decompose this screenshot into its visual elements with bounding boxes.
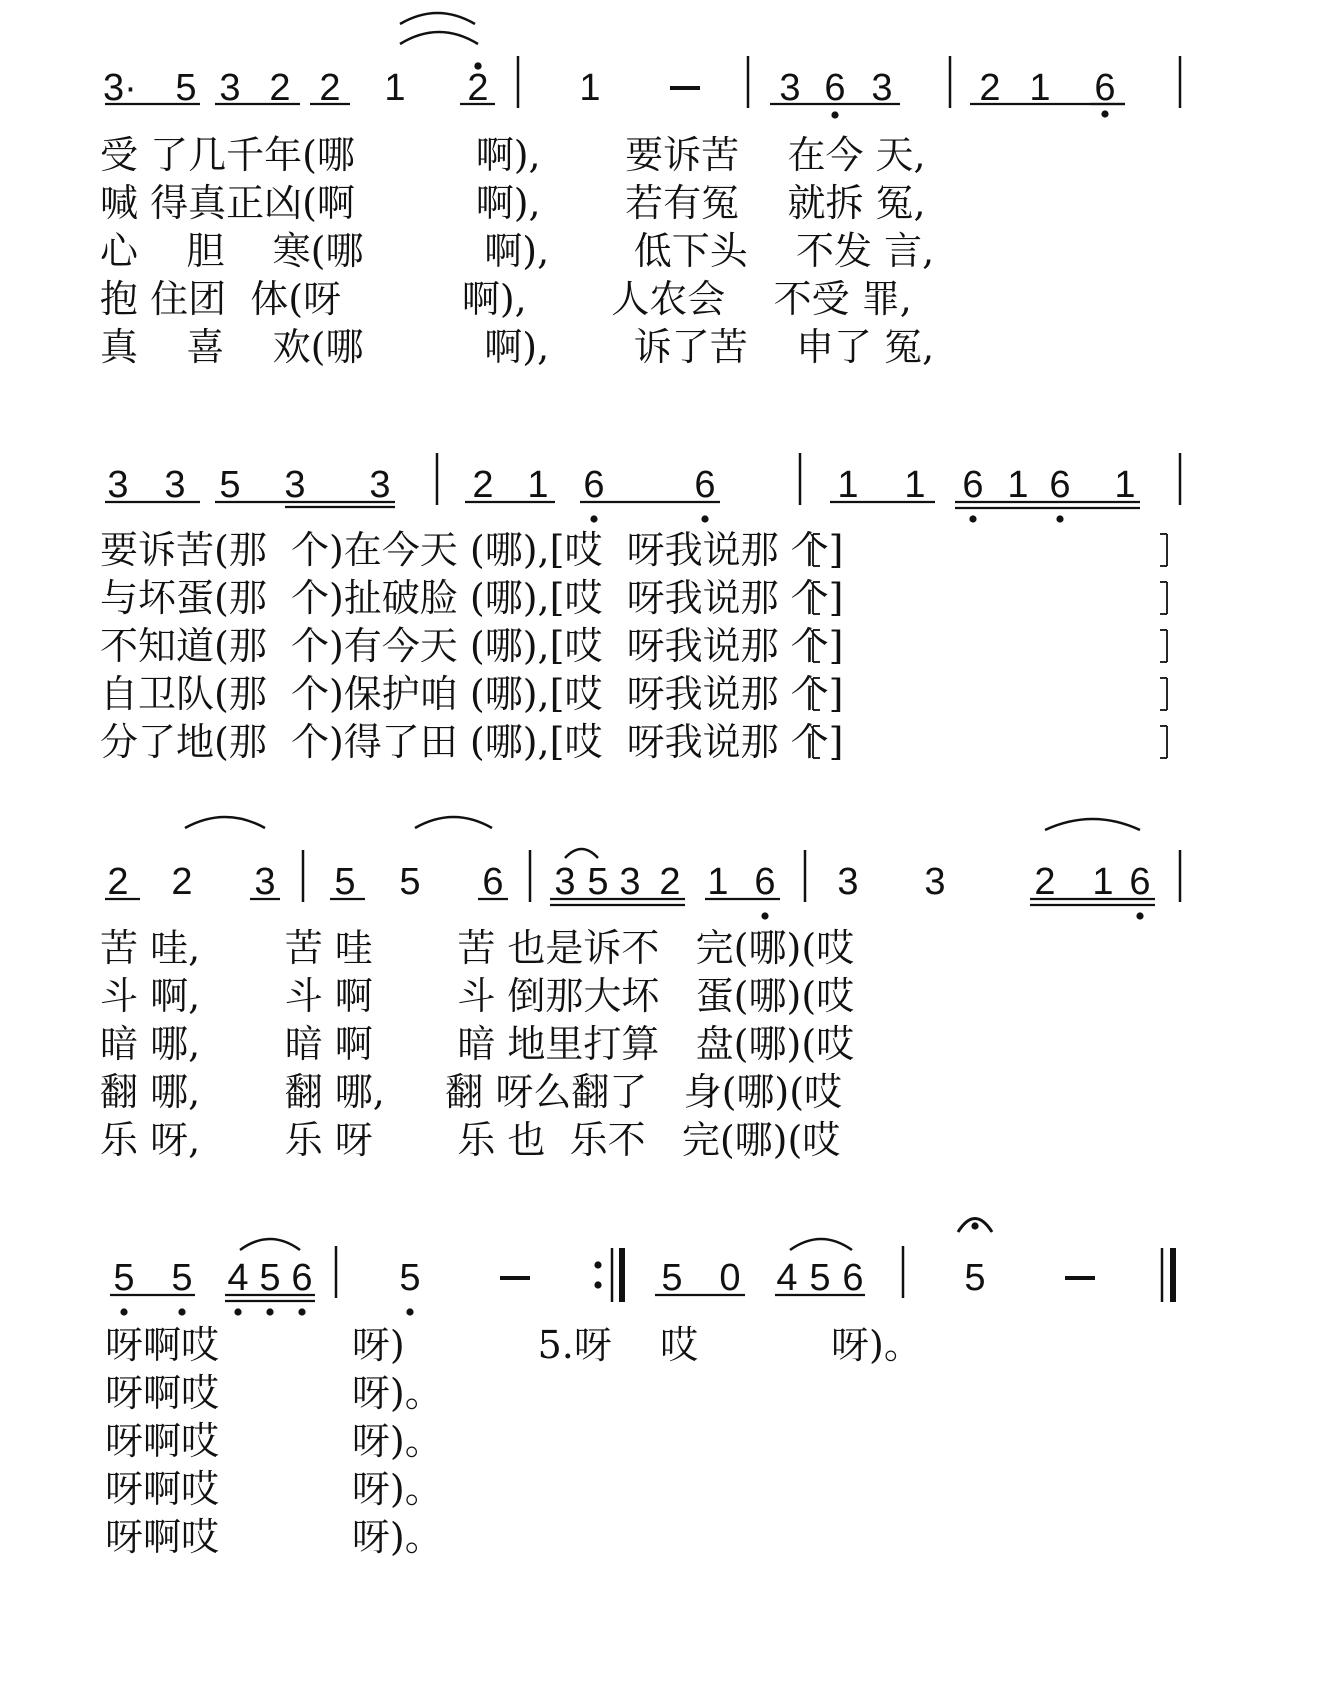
note: 1 <box>1029 67 1051 109</box>
note: 6 <box>583 464 605 506</box>
note: 5 <box>809 1257 831 1299</box>
slur-arc <box>565 849 598 858</box>
octave-dot-below <box>234 1308 241 1315</box>
note: 3 <box>254 861 276 903</box>
note: 5 <box>259 1257 281 1299</box>
note: 6 <box>694 464 716 506</box>
octave-dot-below <box>178 1308 185 1315</box>
note: 1 <box>1114 464 1136 506</box>
fermata-dot <box>971 1222 978 1229</box>
lyric-line: 不知道(那 个)有今天 (哪),[哎 呀我说那 个] <box>100 624 844 668</box>
note: 3 <box>107 464 129 506</box>
note: 6 <box>1094 67 1116 109</box>
note: 2 <box>467 67 489 109</box>
octave-dot-below <box>266 1308 273 1315</box>
note: 5 <box>219 464 241 506</box>
note: 0 <box>719 1257 741 1299</box>
note: 5 <box>399 861 421 903</box>
lyric-line: 乐 呀, 乐 呀 乐 也 乐不 完(哪)(哎 <box>100 1118 841 1162</box>
note: 3 <box>554 861 576 903</box>
note: 6 <box>1049 464 1071 506</box>
note: 3 <box>219 67 241 109</box>
slur-arc <box>185 817 265 828</box>
octave-dot-below <box>590 515 597 522</box>
octave-dot-below <box>1136 912 1143 919</box>
octave-dot-below <box>761 912 768 919</box>
note: 5 <box>171 1257 193 1299</box>
note: 5 <box>175 67 197 109</box>
note: 1 <box>904 464 926 506</box>
note: 3 <box>369 464 391 506</box>
lyric-line: 翻 哪, 翻 哪, 翻 呀么翻了 身(哪)(哎 <box>100 1070 843 1114</box>
lyric-line: 要诉苦(那 个)在今天 (哪),[哎 呀我说那 个] <box>100 528 844 572</box>
note: 3 <box>284 464 306 506</box>
slur-arc <box>415 817 492 828</box>
lyric-line: 分了地(那 个)得了田 (哪),[哎 呀我说那 个] <box>100 720 844 764</box>
lyric-line: 受 了几千年(哪 啊), 要诉苦 在今 天, <box>100 133 926 177</box>
lyric-line: 暗 哪, 暗 啊 暗 地里打算 盘(哪)(哎 <box>100 1022 855 1066</box>
note: 3 <box>924 861 946 903</box>
note: 1 <box>707 861 729 903</box>
note: 1 <box>384 67 406 109</box>
note: 3· <box>103 67 137 109</box>
slur-arc <box>790 1239 852 1250</box>
note: 2 <box>171 861 193 903</box>
note: 6 <box>482 861 504 903</box>
note: 6 <box>824 67 846 109</box>
note: 6 <box>842 1257 864 1299</box>
repeat-dot <box>594 1281 601 1288</box>
note: 2 <box>979 67 1001 109</box>
note: 3 <box>164 464 186 506</box>
sustain-dash <box>670 86 700 90</box>
note: 5 <box>334 861 356 903</box>
note: 6 <box>754 861 776 903</box>
repeat-dot <box>594 1261 601 1268</box>
note: 1 <box>579 67 601 109</box>
note: 3 <box>837 861 859 903</box>
note: 2 <box>107 861 129 903</box>
lyric-line: 斗 啊, 斗 啊 斗 倒那大坏 蛋(哪)(哎 <box>100 974 855 1018</box>
slur-arc <box>240 1239 300 1250</box>
slur-arc <box>1045 819 1140 830</box>
lyric-line: 抱 住团 体(呀 啊), 人农会 不受 罪, <box>100 277 912 321</box>
note: 1 <box>837 464 859 506</box>
lyric-line: 喊 得真正凶(啊 啊), 若有冤 就拆 冤, <box>100 181 926 225</box>
lyric-line: 苦 哇, 苦 哇 苦 也是诉不 完(哪)(哎 <box>100 926 855 970</box>
note: 5 <box>964 1257 986 1299</box>
octave-dot-below <box>406 1308 413 1315</box>
octave-dot-below <box>298 1308 305 1315</box>
note: 4 <box>227 1257 249 1299</box>
note: 5 <box>587 861 609 903</box>
note: 2 <box>1034 861 1056 903</box>
note: 6 <box>1129 861 1151 903</box>
lyric-line: 呀啊哎 呀)。 <box>105 1419 443 1463</box>
octave-dot-below <box>701 515 708 522</box>
note: 3 <box>619 861 641 903</box>
lyric-line: 呀啊哎 呀)。 <box>105 1371 443 1415</box>
note: 3 <box>871 67 893 109</box>
sustain-dash <box>500 1276 530 1280</box>
note: 1 <box>527 464 549 506</box>
sustain-dash <box>1065 1276 1095 1280</box>
octave-dot-below <box>1101 110 1108 117</box>
lyric-line: 心 胆 寒(哪 啊), 低下头 不发 言, <box>100 229 935 273</box>
note: 4 <box>776 1257 798 1299</box>
lyric-line: 呀啊哎 呀)。 <box>105 1515 443 1559</box>
note: 2 <box>659 861 681 903</box>
note: 3 <box>779 67 801 109</box>
lyric-line: 呀啊哎 呀) 5.呀 哎 呀)。 <box>105 1323 922 1367</box>
note: 2 <box>269 67 291 109</box>
octave-dot-below <box>1056 515 1063 522</box>
note: 1 <box>1007 464 1029 506</box>
note: 1 <box>1092 861 1114 903</box>
octave-dot-below <box>969 515 976 522</box>
note: 5 <box>661 1257 683 1299</box>
note: 2 <box>472 464 494 506</box>
lyric-line: 与坏蛋(那 个)扯破脸 (哪),[哎 呀我说那 个] <box>100 576 844 620</box>
lyric-line: 自卫队(那 个)保护咱 (哪),[哎 呀我说那 个] <box>100 672 844 716</box>
note: 5 <box>113 1257 135 1299</box>
lyric-line: 呀啊哎 呀)。 <box>105 1467 443 1511</box>
note: 6 <box>291 1257 313 1299</box>
octave-dot-below <box>120 1308 127 1315</box>
note: 2 <box>319 67 341 109</box>
note: 5 <box>399 1257 421 1299</box>
tie-arc <box>400 32 478 44</box>
note: 6 <box>962 464 984 506</box>
lyric-line: 真 喜 欢(哪 啊), 诉了苦 申了 冤, <box>100 325 935 369</box>
slur-arc <box>400 13 475 24</box>
octave-dot-below <box>831 111 838 118</box>
